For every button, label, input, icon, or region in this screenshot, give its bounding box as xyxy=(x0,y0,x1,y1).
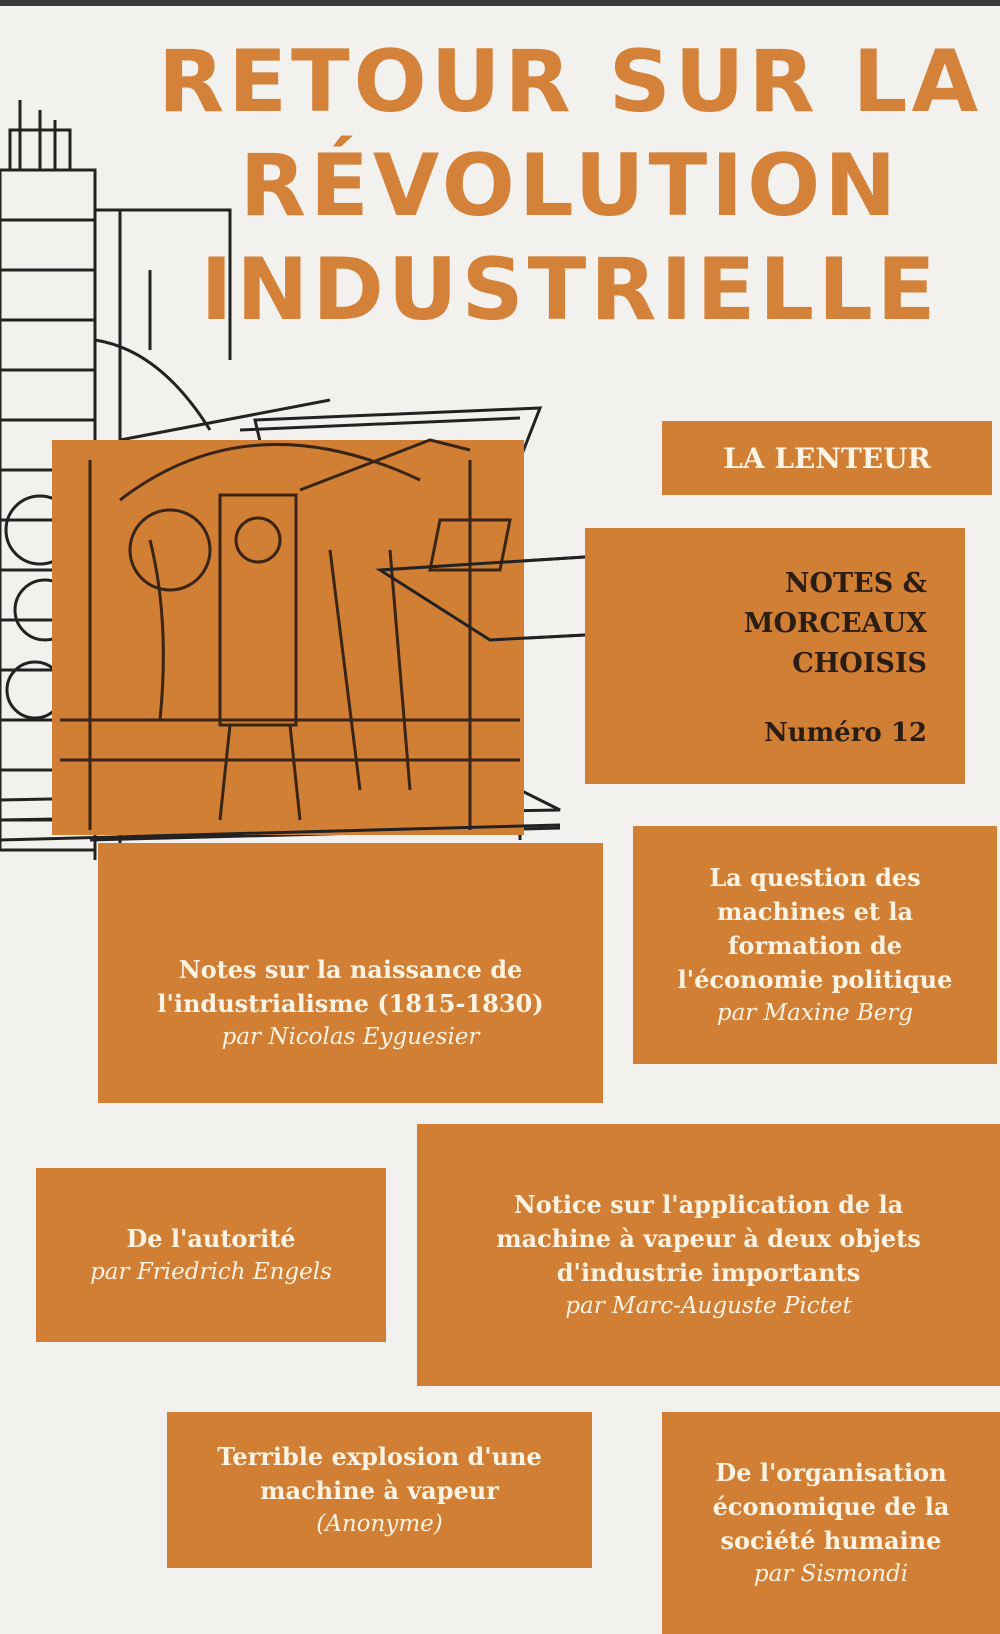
article-box xyxy=(98,843,603,1103)
series-line: CHOISIS xyxy=(792,648,927,679)
cover-title xyxy=(150,30,990,342)
article-box xyxy=(167,1412,592,1568)
article-title-line: l'économie politique xyxy=(677,965,953,994)
publisher-label: LA LENTEUR xyxy=(662,421,992,495)
article-author: par Nicolas Eyguesier xyxy=(221,1024,480,1050)
title-line: RETOUR SUR LA xyxy=(157,32,983,132)
article-title-line: Notes sur la naissance de xyxy=(178,955,523,984)
article-title-line: Notice sur l'application de la xyxy=(513,1190,904,1219)
article-author: par Maxine Berg xyxy=(716,1000,914,1026)
article-title-line: De l'autorité xyxy=(126,1224,296,1253)
series-box xyxy=(585,528,965,784)
article-box xyxy=(36,1168,386,1342)
title-line: RÉVOLUTION xyxy=(239,136,901,236)
article-box xyxy=(633,826,997,1064)
title-line: INDUSTRIELLE xyxy=(200,240,940,340)
article-author: par Marc-Auguste Pictet xyxy=(565,1293,852,1319)
issue-number: Numéro 12 xyxy=(764,718,927,748)
series-line: MORCEAUX xyxy=(743,608,927,639)
article-title-line: l'industrialisme (1815-1830) xyxy=(157,989,544,1018)
top-edge xyxy=(0,0,1000,6)
article-author: (Anonyme) xyxy=(316,1511,443,1537)
article-title-line: machine à vapeur xyxy=(260,1476,499,1505)
article-box xyxy=(417,1124,1000,1386)
article-box xyxy=(662,1412,1000,1634)
article-title-line: d'industrie importants xyxy=(556,1258,861,1287)
article-title-line: machines et la xyxy=(716,897,914,926)
article-title-line: Terrible explosion d'une xyxy=(217,1442,542,1471)
article-author: par Friedrich Engels xyxy=(90,1259,332,1285)
article-title-line: De l'organisation xyxy=(715,1458,947,1487)
article-title-line: La question des xyxy=(709,863,921,892)
article-title-line: machine à vapeur à deux objets xyxy=(496,1224,921,1253)
article-title-line: formation de xyxy=(728,931,902,960)
article-author: par Sismondi xyxy=(753,1561,909,1587)
article-title-line: économique de la xyxy=(712,1492,950,1521)
series-line: NOTES & xyxy=(784,568,927,599)
article-title-line: société humaine xyxy=(720,1526,942,1555)
